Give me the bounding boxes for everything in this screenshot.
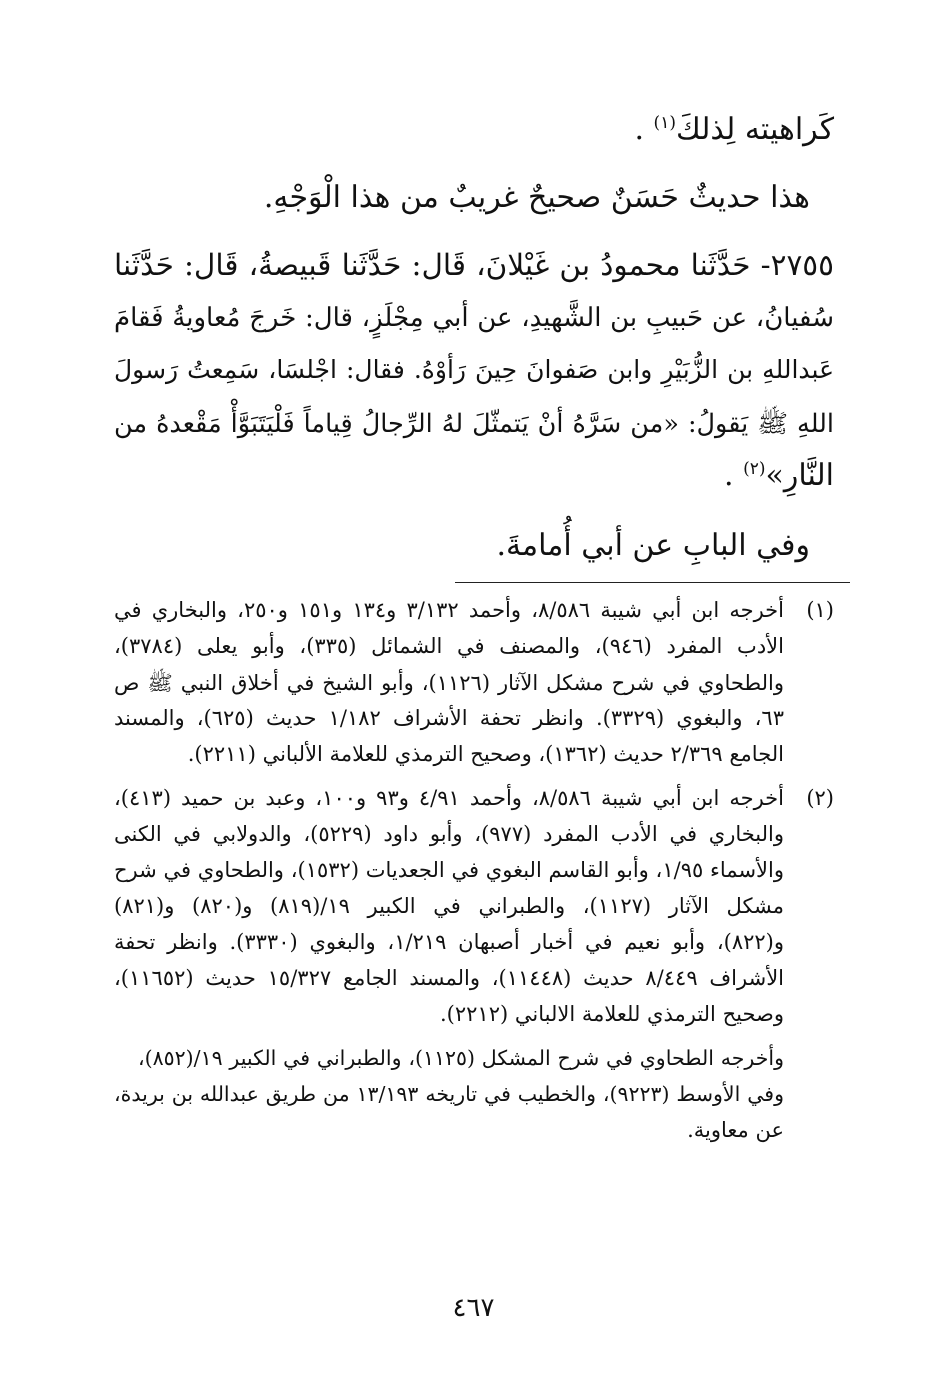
bab-line: وفي البابِ عن أبي أُمامةَ. xyxy=(496,528,810,563)
hadith-line-3: عَبداللهِ بن الزُّبَيْرِ وابن صَفوانَ حِينَ رَأوْهُ. فقال: اجْلسَا، سَمِعتُ رَسولَ xyxy=(114,355,834,384)
hadith-line-2: سُفيانُ، عن حَبيبِ بن الشَّهيدِ، عن أبي مِجْلَزٍ، قال: خَرجَ مُعاويةُ فَقامَ xyxy=(114,303,834,333)
footnote-separator xyxy=(455,582,850,583)
footnote-2-line-7: وصحيح الترمذي للعلامة الالباني (٢٢١٢). xyxy=(440,1002,784,1026)
footnote-2-line-6: الأشراف ٨/٤٤٩ حديث (١١٤٤٨)، والمسند الجامع ١٥/٣٢٧ حديث (١١٦٥٢)، xyxy=(114,966,785,990)
main-line-1 xyxy=(634,112,834,147)
main-line-1-end: . xyxy=(634,112,654,147)
footnote-2-extra-line-3: عن معاوية. xyxy=(687,1118,784,1142)
page-number: ٤٦٧ xyxy=(452,1293,495,1323)
footnote-2-marker: (٢) xyxy=(806,786,834,810)
footnote-2-extra-line-2: وفي الأوسط (٩٢٢٣)، والخطيب في تاريخه ١٣/١٩٣ من طريق عبدالله بن بريدة، xyxy=(114,1082,784,1106)
footnote-2-line-1: أخرجه ابن أبي شيبة ٨/٥٨٦، وأحمد ٤/٩١ و٩٣ و١٠٠، وعبد بن حميد (٤١٣)، xyxy=(114,786,784,810)
footnote-1-line-2: الأدب المفرد (٩٤٦)، والمصنف في الشمائل (٣٣٥)، وأبو يعلى (٣٧٨٤)، xyxy=(114,634,784,658)
footnote-2-extra-line-1: وأخرجه الطحاوي في شرح المشكل (١١٢٥)، والطبراني في الكبير ١٩/(٨٥٢)، xyxy=(138,1046,784,1070)
hadith-grade-line: هذا حديثٌ حَسَنٌ صحيحٌ غريبٌ من هذا الْوَجْهِ. xyxy=(263,180,810,215)
footnote-2-line-4: مشكل الآثار (١١٢٧)، والطبراني في الكبير ١٩/(٨١٩) و(٨٢٠) و(٨٢١) xyxy=(114,894,785,918)
footnote-ref-2: (٢) xyxy=(743,459,766,479)
footnote-2-line-2: والبخاري في الأدب المفرد (٩٧٧)، وأبو داود (٥٢٢٩)، والدولابي في الكنى xyxy=(114,822,784,846)
hadith-line-5 xyxy=(724,458,834,493)
hadith-line-1: ٢٧٥٥- حَدَّثَنا محمودُ بن غَيْلانَ، قَال: حَدَّثَنا قَبيصةُ، قَال: حَدَّثَنا xyxy=(114,248,834,282)
footnote-1-line-5: الجامع ٢/٣٦٩ حديث (١٣٦٢)، وصحيح الترمذي للعلامة الألباني (٢٢١١). xyxy=(187,742,784,766)
footnote-2-line-5: و(٨٢٢)، وأبو نعيم في أخبار أصبهان ١/٢١٩، والبغوي (٣٣٣٠). وانظر تحفة xyxy=(114,930,784,954)
footnote-1-line-1: أخرجه ابن أبي شيبة ٨/٥٨٦، وأحمد ٣/١٣٢ و١٣٤ و١٥١ و٢٥٠، والبخاري في xyxy=(114,598,784,622)
footnote-ref-1: (١) xyxy=(653,113,676,133)
main-line-1-text: كَراهيته لِذلكَ xyxy=(675,112,834,147)
footnote-1-line-4: ٦٣، والبغوي (٣٣٢٩). وانظر تحفة الأشراف ١/١٨٢ حديث (٦٢٥)، والمسند xyxy=(114,706,784,730)
hadith-line-5-end: . xyxy=(723,458,744,493)
footnote-1-line-3: والطحاوي في شرح مشكل الآثار (١١٢٦)، وأبو الشيخ في أخلاق النبي ﷺ ص xyxy=(114,671,784,695)
hadith-line-4: اللهِ ﷺ يَقولُ: «من سَرَّهُ أنْ يَتمثّلَ لهُ الرِّجالُ قِياماً فَلْيَتَبَوَّأْ مَقْعدهُ من xyxy=(114,409,834,439)
footnote-2-line-3: والأسماء ١/٩٥، وأبو القاسم البغوي في الجعديات (١٥٣٢)، والطحاوي في شرح xyxy=(114,858,784,882)
hadith-line-5-text: النَّارِ» xyxy=(765,458,834,493)
footnote-1-marker: (١) xyxy=(806,598,834,622)
